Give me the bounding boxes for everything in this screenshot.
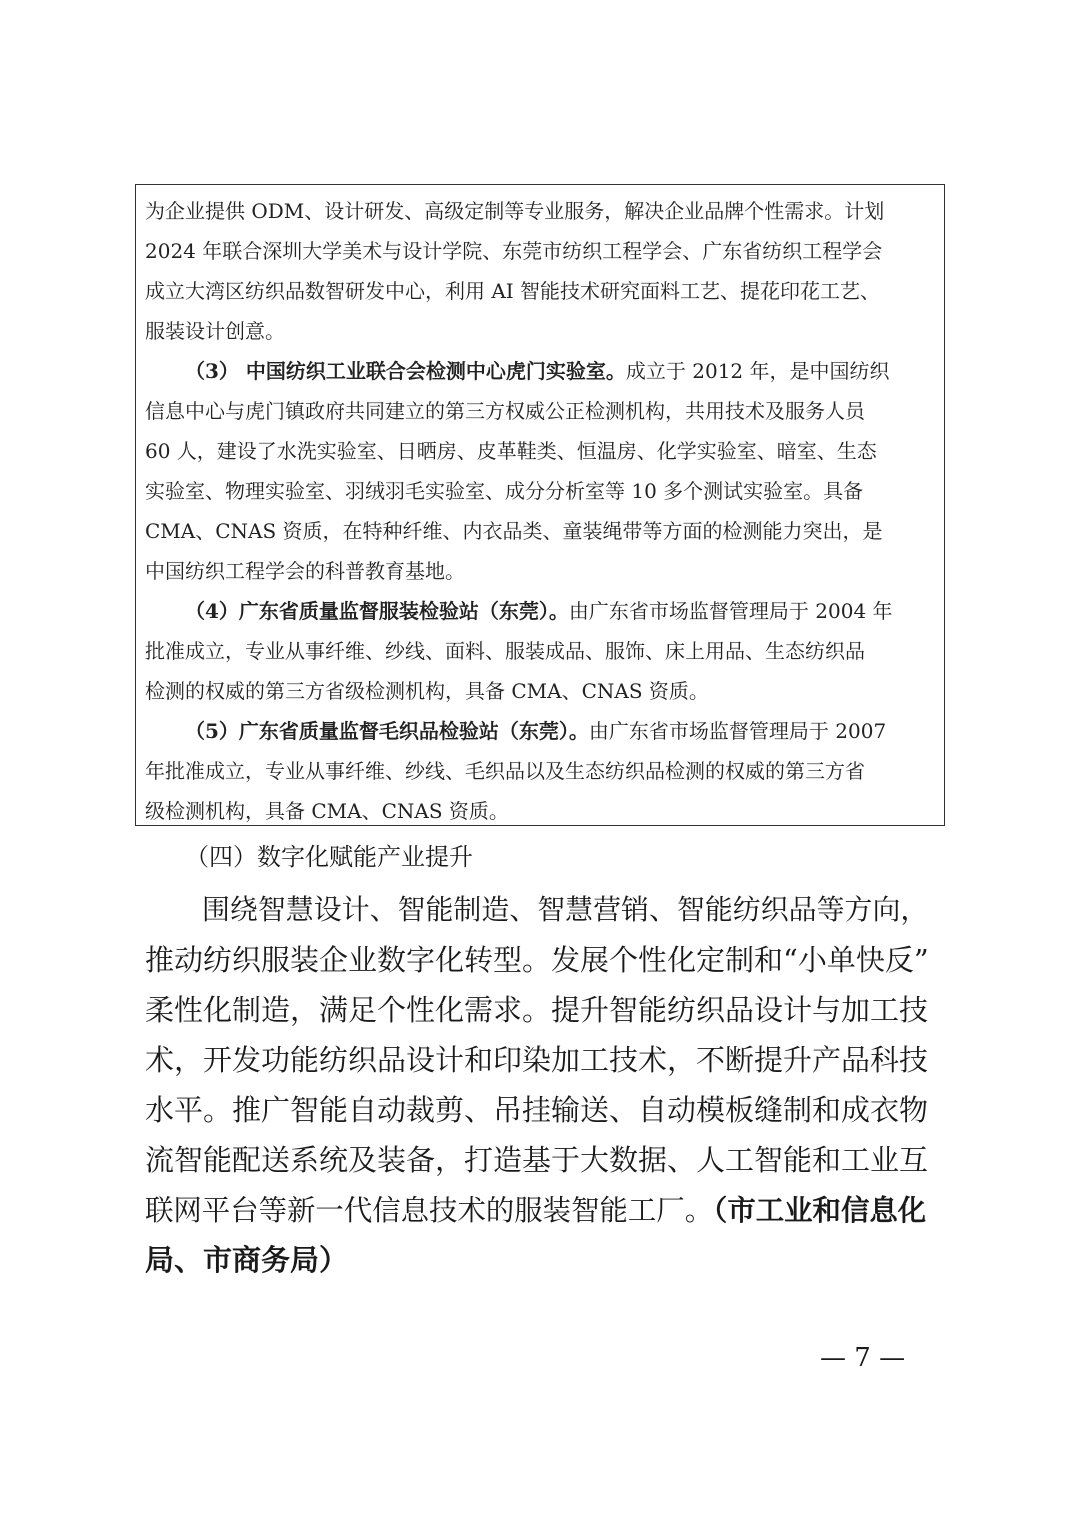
body-line: [145, 1140, 935, 1180]
box-line-text: 60 人，建设了水洗实验室、日晒房、皮革鞋类、恒温房、化学实验室、暗室、生态: [145, 439, 877, 463]
box-item-title: （4）广东省质量监督服装检验站（东莞）。: [185, 599, 569, 623]
body-line-text: 联网平台等新一代信息技术的服装智能工厂。: [145, 1194, 714, 1227]
body-line-text: 术，开发功能纺织品设计和印染加工技术，不断提升产品科技: [145, 1043, 929, 1077]
box-line: [145, 758, 935, 784]
box-line-text: 级检测机构，具备 CMA、CNAS 资质。: [145, 799, 509, 823]
box-line: [145, 278, 935, 304]
box-line-text: 实验室、物理实验室、羽绒羽毛实验室、成分分析室等 10 多个测试实验室。具备: [145, 479, 864, 503]
body-line-text: 柔性化制造，满足个性化需求。提升智能纺织品设计与加工技: [145, 993, 929, 1027]
box-line-text: 2024 年联合深圳大学美术与设计学院、东莞市纺织工程学会、广东省纺织工程学会: [145, 239, 883, 263]
box-line: [145, 678, 935, 704]
body-line: [145, 1240, 935, 1280]
body-line-text: 流智能配送系统及装备，打造基于大数据、人工智能和工业互: [145, 1143, 929, 1177]
body-line-bold-text: （市工业和信息化: [713, 1193, 927, 1227]
box-line: [185, 718, 935, 744]
box-line-text: 由广东省市场监督管理局于 2007: [588, 719, 887, 743]
box-line: [145, 558, 935, 584]
box-line-text: 检测的权威的第三方省级检测机构，具备 CMA、CNAS 资质。: [145, 679, 709, 703]
body-line: [145, 940, 935, 980]
box-line-text: 成立于 2012 年，是中国纺织: [625, 359, 890, 383]
body-line: [145, 1040, 935, 1080]
box-line: [145, 318, 935, 344]
box-line-text: CMA、CNAS 资质，在特种纤维、内衣品类、童装绳带等方面的检测能力突出，是: [145, 519, 883, 543]
box-line: [145, 518, 935, 544]
box-line-text: 批准成立，专业从事纤维、纱线、面料、服装成品、服饰、床上用品、生态纺织品: [145, 639, 865, 663]
page-number: — 7 —: [820, 1343, 906, 1373]
body-line-text: 围绕智慧设计、智能制造、智慧营销、智能纺织品等方向，: [202, 893, 929, 926]
box-line-text: 由广东省市场监督管理局于 2004 年: [568, 599, 893, 623]
box-line: [145, 398, 935, 424]
box-line-text: 中国纺织工程学会的科普教育基地。: [145, 559, 465, 583]
body-line-bold-text: 局、市商务局）: [145, 1243, 349, 1277]
box-line: [185, 358, 935, 384]
box-line-text: 年批准成立，专业从事纤维、纱线、毛织品以及生态纺织品检测的权威的第三方省: [145, 759, 865, 783]
body-line-text: 推动纺织服装企业数字化转型。发展个性化定制和“小单快反”: [145, 943, 929, 977]
box-line-text: 成立大湾区纺织品数智研发中心，利用 AI 智能技术研究面料工艺、提花印花工艺、: [145, 279, 881, 303]
section-heading: （四）数字化赋能产业提升: [185, 843, 473, 871]
box-line: [145, 238, 935, 264]
box-line: [145, 478, 935, 504]
body-line: [202, 890, 936, 930]
box-line: [145, 438, 935, 464]
box-line-text: 为企业提供 ODM、设计研发、高级定制等专业服务，解决企业品牌个性需求。计划: [145, 199, 885, 223]
box-line: [185, 598, 935, 624]
box-line: [145, 198, 935, 224]
body-line: [145, 1190, 935, 1231]
body-line: [145, 990, 935, 1030]
box-item-title: （3） 中国纺织工业联合会检测中心虎门实验室。: [185, 359, 626, 383]
box-line: [145, 638, 935, 664]
box-line-text: 信息中心与虎门镇政府共同建立的第三方权威公正检测机构，共用技术及服务人员: [145, 399, 865, 423]
box-line: [145, 798, 935, 824]
box-item-title: （5）广东省质量监督毛织品检验站（东莞）。: [185, 719, 589, 743]
body-line: [145, 1090, 935, 1130]
box-line-text: 服装设计创意。: [145, 319, 285, 343]
body-line-text: 水平。推广智能自动裁剪、吊挂输送、自动模板缝制和成衣物: [145, 1093, 929, 1127]
